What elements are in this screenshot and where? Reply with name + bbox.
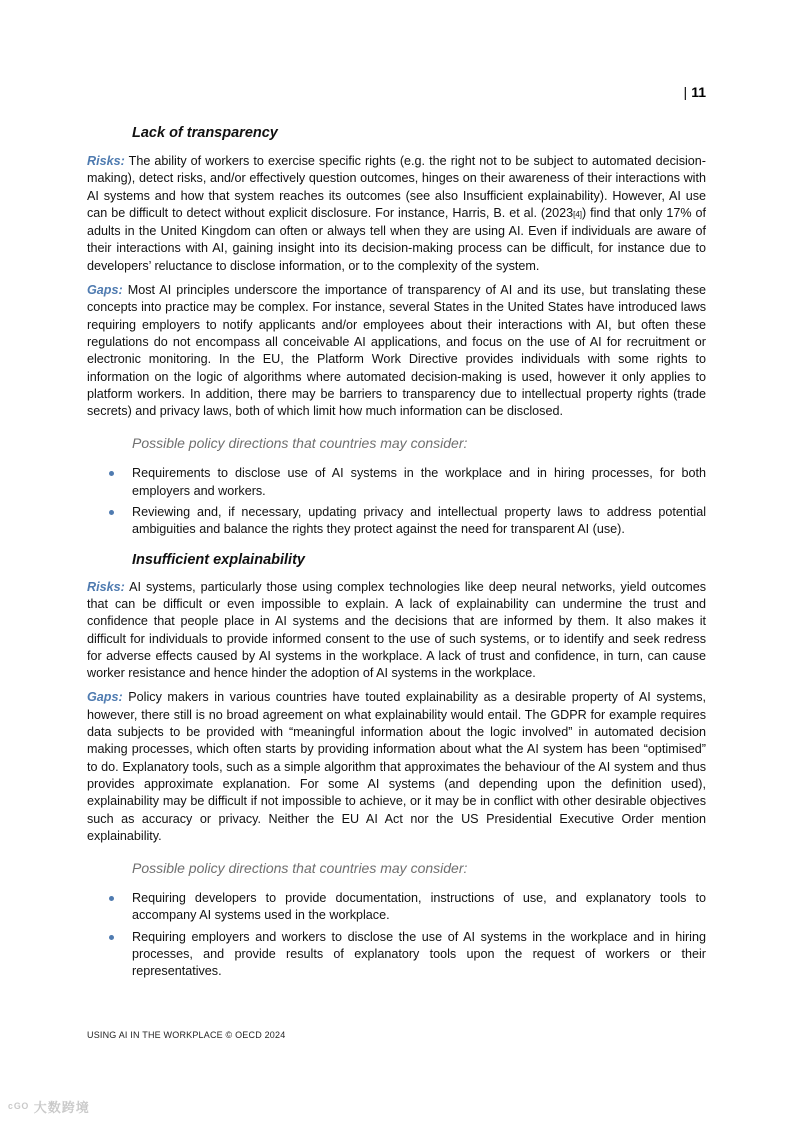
page-number <box>684 84 706 100</box>
list-item <box>87 929 706 981</box>
page-number-divider: | <box>683 84 688 100</box>
gaps-paragraph-transparency <box>87 282 706 420</box>
risks-paragraph-transparency <box>87 153 706 275</box>
policy-list-explainability <box>87 890 706 980</box>
gaps-label: Gaps: <box>87 283 123 298</box>
section-title-lack-of-transparency: Lack of transparency <box>132 125 278 141</box>
list-item-text: Requiring developers to provide documentation, instructions of use, and explanatory tools to accompany AI systems used in the workplace. <box>132 891 706 923</box>
page-number-value: 11 <box>691 84 706 100</box>
bullet-icon <box>109 896 114 901</box>
bullet-icon <box>109 510 114 515</box>
bullet-icon <box>109 935 114 940</box>
risks-label: Risks: <box>87 154 125 168</box>
list-item <box>87 504 706 539</box>
bullet-icon <box>109 471 114 476</box>
policy-directions-heading: Possible policy directions that countries may consider: <box>132 435 468 452</box>
list-item-text: Requiring employers and workers to disclose the use of AI systems in the workplace and in hiring processes, and provide results of explanatory tools upon the request of workers or their representatives. <box>132 929 706 979</box>
gaps-paragraph-explainability <box>87 689 706 845</box>
risks-text: The ability of workers to exercise specific rights (e.g. the right not to be subject to automated decision-making), detect risks, and/or effectively question outcomes, hinges on their awareness of their interactions with AI systems and how that system reaches its outcomes (see also Insufficient explainability). However, AI use can be difficult to detect without explicit disclosure. For instance, Harris, B. et al. (2023 <box>87 154 706 220</box>
page-footer: USING AI IN THE WORKPLACE © OECD 2024 <box>87 1030 286 1040</box>
gaps-label: Gaps: <box>87 690 123 705</box>
list-item-text: Reviewing and, if necessary, updating privacy and intellectual property laws to address potential ambiguities and balance the rights they protect against the need for transparent AI (use). <box>132 505 706 537</box>
risks-paragraph-explainability <box>87 579 706 683</box>
list-item <box>87 890 706 925</box>
policy-list-transparency <box>87 465 706 538</box>
watermark-logo: ᶜᴳᴼ 大数跨境 <box>8 1100 90 1115</box>
document-body <box>87 120 706 985</box>
risks-text: AI systems, particularly those using complex technologies like deep neural networks, yield outcomes that can be difficult or even impossible to explain. A lack of explainability can undermine the trust and confidence that people place in AI systems and the decisions that are informed by them. It also makes it difficult for individuals to provide informed consent to the use of such systems, or to identify and seek redress for adverse effects caused by AI systems in the workplace. A lack of trust and confidence, in turn, can cause worker resistance and hence hinder the adoption of AI systems in the workplace. <box>87 579 706 681</box>
list-item-text: Requirements to disclose use of AI systems in the workplace and in hiring processes, for both employers and workers. <box>132 466 706 498</box>
risks-text-continued: ) find that only 17% of adults in the United Kingdom can often or always tell when they are using AI. Even if individuals are aware of their interactions with AI, gaining insight into its decision-making process can be difficult, for instance due to developers’ reluctance to disclose information, or to the complexity of the system. <box>87 205 706 273</box>
gaps-text: Policy makers in various countries have touted explainability as a desirable property of AI systems, however, there still is no broad agreement on what explainability would entail. The GDPR for example requires data subjects to be provided with “meaningful information about the logic involved” in automated decision making processes, which often starts by providing information about what the AI system has been “optimised” to do. Explanatory tools, such as a simple algorithm that approximates the behaviour of the AI system and thus provides approximate explanation. For some AI systems (and depending upon the definition used), explainability may be difficult if not impossible to achieve, or it may be in conflict with other desirable objectives such as accuracy or privacy. Neither the EU AI Act nor the US Presidential Executive Order mention explainability. <box>87 690 706 843</box>
list-item <box>87 465 706 500</box>
policy-directions-heading: Possible policy directions that countries may consider: <box>132 860 468 877</box>
reference-marker[interactable]: [4] <box>573 209 582 219</box>
gaps-text: Most AI principles underscore the importance of transparency of AI and its use, but translating these concepts into practice may be complex. For instance, several States in the United States have introduced laws requiring employers to notify applicants and/or employees about their interactions with AI, but often these regulations do not encompass all conceivable AI applications, and focus on the use of AI for recruitment or electronic monitoring. In the EU, the Platform Work Directive provides individuals with some rights to information on the logic of algorithms where automated decision-making is used, however it only applies to platform workers. In addition, there may be barriers to transparency due to intellectual property rights (trade secrets) and privacy laws, both of which limit how much information can be disclosed. <box>87 283 706 419</box>
risks-label: Risks: <box>87 579 125 594</box>
section-title-insufficient-explainability: Insufficient explainability <box>132 551 305 568</box>
